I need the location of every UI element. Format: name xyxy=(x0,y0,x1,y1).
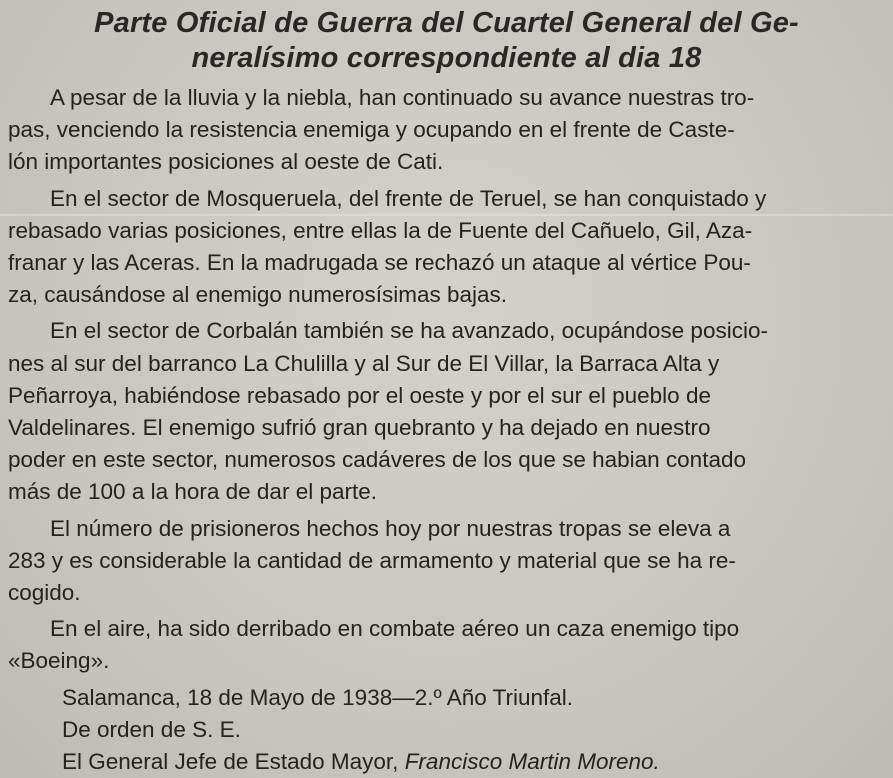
text-line: En el sector de Mosqueruela, del frente de Teruel, se han conquistado y xyxy=(50,185,767,211)
article-title xyxy=(8,6,885,76)
text-line: lón importantes posiciones al oeste de Cati. xyxy=(8,149,444,175)
place-date: Salamanca, 18 de Mayo de 1938—2.º Año Triunfal. xyxy=(62,684,574,710)
text-line: más de 100 a la hora de dar el parte. xyxy=(8,479,377,505)
order-line: De orden de S. E. xyxy=(62,716,241,742)
paragraph-corbalan-sector xyxy=(8,315,885,508)
text-line: 283 y es considerable la cantidad de armamento y material que se ha re- xyxy=(8,547,736,573)
text-line: cogido. xyxy=(8,580,81,606)
text-line: poder en este sector, numerosos cadáveres de los que se habian contado xyxy=(8,447,746,473)
text-line: franar y las Aceras. En la madrugada se rechazó un ataque al vértice Pou- xyxy=(8,250,751,276)
text-line: Valdelinares. El enemigo sufrió gran quebranto y ha dejado en nuestro xyxy=(8,415,711,441)
closing-block xyxy=(8,682,885,778)
text-line: pas, venciendo la resistencia enemiga y ocupando en el frente de Caste- xyxy=(8,117,735,143)
text-line: rebasado varias posiciones, entre ellas la de Fuente del Cañuelo, Gil, Aza- xyxy=(8,217,753,243)
text-line: nes al sur del barranco La Chulilla y al Sur de El Villar, la Barraca Alta y xyxy=(8,350,720,376)
signer-role: El General Jefe de Estado Mayor, xyxy=(62,749,405,775)
text-line: El número de prisioneros hechos hoy por nuestras tropas se eleva a xyxy=(50,515,731,541)
paragraph-air-combat xyxy=(8,613,885,677)
title-line-2: neralísimo correspondiente al dia 18 xyxy=(191,42,702,74)
text-line: «Boeing». xyxy=(8,648,110,674)
article-body xyxy=(8,82,885,778)
title-line-1: Parte Oficial de Guerra del Cuartel General del Ge- xyxy=(94,7,799,39)
paper-fold-line xyxy=(0,214,893,216)
paragraph-castellon-front xyxy=(8,82,885,179)
text-line: En el sector de Corbalán también se ha avanzado, ocupándose posicio- xyxy=(50,318,768,344)
text-line: A pesar de la lluvia y la niebla, han continuado su avance nuestras tro- xyxy=(50,85,755,110)
signature-line xyxy=(8,746,885,778)
text-line: Peñarroya, habiéndose rebasado por el oeste y por el sur el pueblo de xyxy=(8,382,711,408)
paragraph-prisoners xyxy=(8,513,885,610)
text-line: za, causándose al enemigo numerosísimas bajas. xyxy=(8,282,508,308)
signer-name: Francisco Martin Moreno. xyxy=(404,749,660,775)
text-line: En el aire, ha sido derribado en combate aéreo un caza enemigo tipo xyxy=(50,616,740,642)
paragraph-mosqueruela-sector xyxy=(8,183,885,312)
